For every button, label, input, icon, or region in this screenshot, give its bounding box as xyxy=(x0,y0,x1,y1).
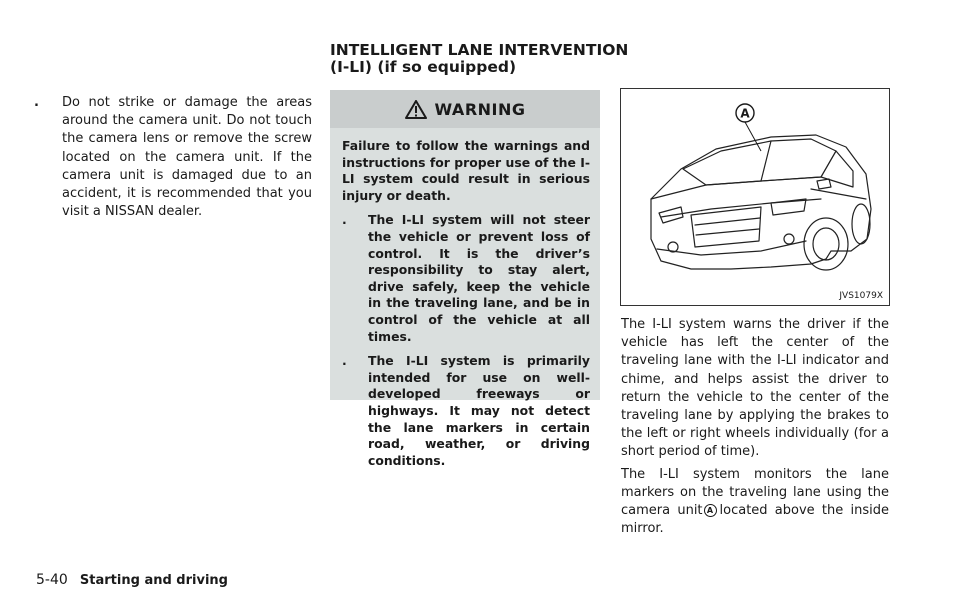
section-heading xyxy=(330,42,628,76)
callout-label: A xyxy=(740,106,750,121)
warning-intro: Failure to follow the warnings and instructions for proper use of the I-LI system could result in serious injury or death. xyxy=(342,138,590,203)
callout-a-icon: A xyxy=(704,504,717,517)
right-column xyxy=(621,316,889,542)
bullet-text: Do not strike or damage the areas around the camera unit. Do not touch the camera lens or remove the screw located on the camera unit. If the camera unit is damaged due to an accident, it is recommended that you visit a NISSAN dealer. xyxy=(62,95,312,220)
section-heading-line2: (I-LI) (if so equipped) xyxy=(330,58,517,76)
paragraph xyxy=(621,466,889,539)
vehicle-figure xyxy=(620,88,890,306)
bullet-marker: . xyxy=(342,212,347,228)
section-name: Starting and driving xyxy=(79,573,228,588)
warning-body xyxy=(330,128,600,468)
bullet-marker: . xyxy=(342,353,347,369)
warning-bullet-text: The I-LI system is primarily intended for use on well-developed freeways or highways. It may not detect the lane markers in certain road, weather, or driving conditions. xyxy=(368,353,590,468)
bullet-marker: . xyxy=(34,95,39,110)
warning-bullet-text: The I-LI system will not steer the vehicle or prevent loss of control. It is the driver’s responsibility to stay alert, drive safely, keep the vehicle in the traveling lane, and be in control of the vehicle at all times. xyxy=(368,212,590,344)
page-number: 5-40 xyxy=(36,572,68,588)
warning-bullet xyxy=(342,353,590,469)
vehicle-illustration xyxy=(621,89,889,305)
warning-bullet xyxy=(342,212,590,345)
figure-code: JVS1079X xyxy=(839,291,883,301)
warning-header xyxy=(330,90,600,128)
paragraph-text: The I-LI system monitors the lane markers on the traveling lane using the camera unit xyxy=(621,466,889,519)
warning-triangle-icon xyxy=(405,100,427,119)
section-heading-line1: INTELLIGENT LANE INTERVENTION xyxy=(330,41,629,59)
warning-title: WARNING xyxy=(434,99,526,119)
list-item xyxy=(34,94,312,221)
warning-box xyxy=(330,90,600,468)
page-footer xyxy=(36,572,228,588)
paragraph-text: located above the inside mirror. xyxy=(621,503,890,537)
left-column xyxy=(34,94,312,221)
paragraph: The I-LI system warns the driver if the vehicle has left the center of the traveling lane with the I-LI indicator and chime, and helps assist the driver to return the vehicle to the center of the traveling lane by applying the brakes to the left or right wheels individually (for a short period of time). xyxy=(621,317,889,460)
